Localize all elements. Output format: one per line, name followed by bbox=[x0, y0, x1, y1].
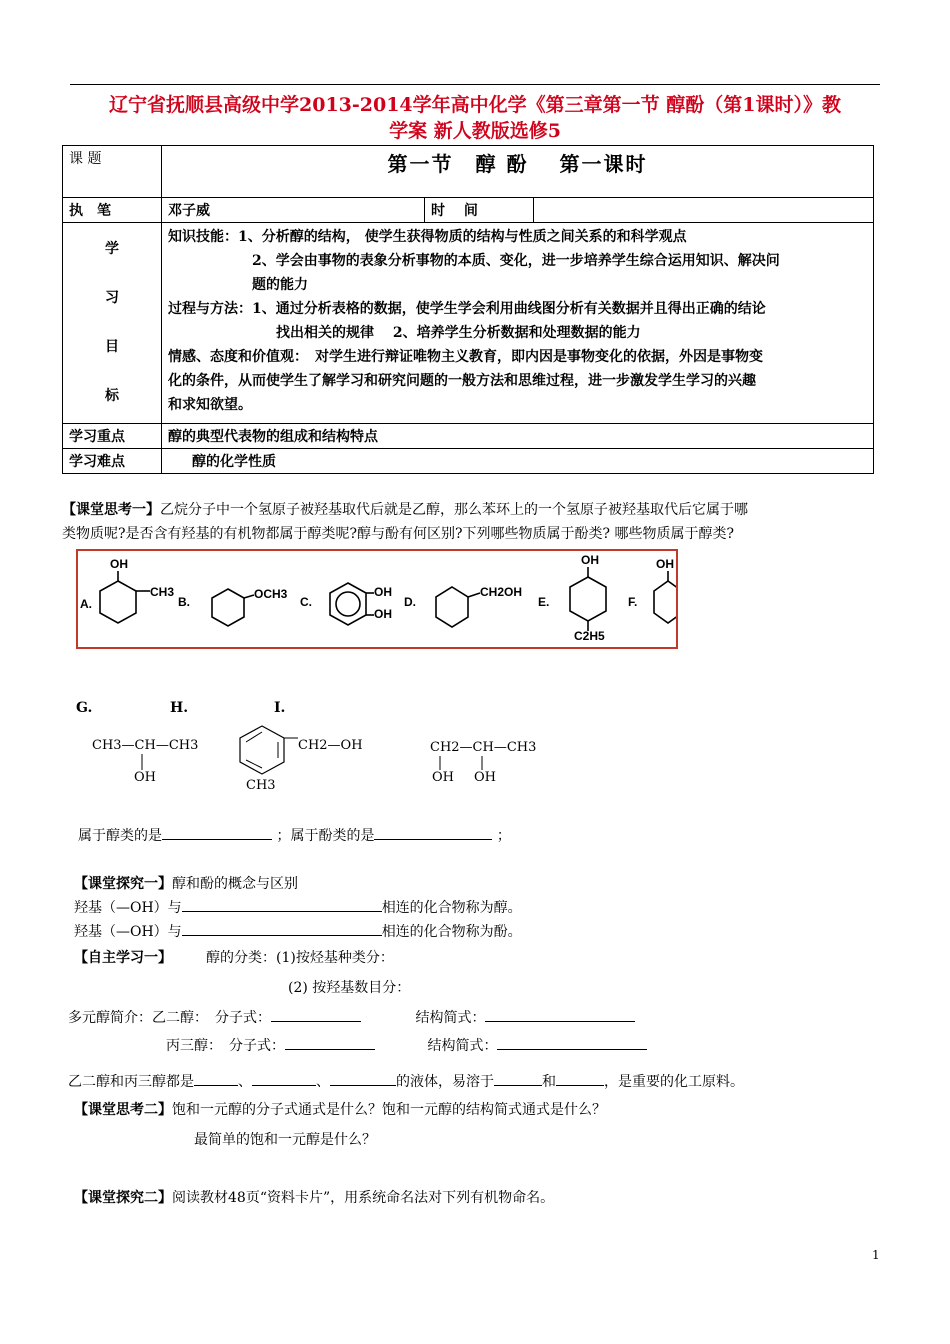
think-two: 【课堂思考二】饱和一元醇的分子式通式是什么？饱和一元醇的结构简式通式是什么？ 最简单的饱和一元醇是什么？ bbox=[74, 1102, 606, 1148]
molecule-h-sub2: CH3 bbox=[246, 778, 276, 793]
label-e: E. bbox=[538, 595, 550, 609]
label-h: H. bbox=[170, 700, 189, 716]
title-line-1: 辽宁省抚顺县高级中学2013-2014学年高中化学《第三章第一节 醇酚（第1课时）》教 bbox=[109, 94, 841, 116]
alcohol-answer-blank[interactable] bbox=[162, 825, 272, 840]
sub-a1: OH bbox=[110, 557, 128, 571]
label-a: A. bbox=[80, 597, 92, 611]
think-one: 【课堂思考一】乙烷分子中一个氢原子被羟基取代后就是乙醇，那么苯环上的一个氢原子被羟基取代后它属于哪 类物质呢?是否含有羟基的有机物都属于醇类呢?醇与酚有何区别?下列哪些物质属于酚类? 哪些物质属于醇类? bbox=[62, 502, 748, 542]
answer-line: 属于醇类的是 ；属于酚类的是 ； bbox=[78, 824, 890, 848]
label-g: G. bbox=[76, 700, 93, 716]
key-point-label: 学习重点 bbox=[63, 424, 162, 449]
glycerol-formula-blank[interactable] bbox=[285, 1035, 375, 1050]
time-label: 时 间 bbox=[425, 198, 534, 223]
prop-blank-2[interactable] bbox=[252, 1071, 316, 1086]
difficulty-label: 学习难点 bbox=[63, 449, 162, 474]
solvent-blank-2[interactable] bbox=[556, 1071, 604, 1086]
think-one-label: 【课堂思考一】 bbox=[62, 502, 160, 518]
solvent-blank-1[interactable] bbox=[494, 1071, 542, 1086]
goal-line: 过程与方法：1、通过分析表格的数据，使学生学会利用曲线图分析有关数据并且得出正确的结论 bbox=[168, 301, 766, 317]
topic-value: 第一节 醇 酚 第一课时 bbox=[162, 146, 874, 198]
label-f: F. bbox=[628, 595, 638, 609]
sub-a2: CH3 bbox=[150, 585, 175, 599]
molecule-i-formula: CH2—CH—CH3 bbox=[430, 740, 537, 755]
ring-d bbox=[436, 587, 468, 627]
sub-e2: C2H5 bbox=[574, 629, 605, 643]
glycerol-struct-blank[interactable] bbox=[497, 1035, 647, 1050]
key-point-value: 醇的典型代表物的组成和结构特点 bbox=[162, 424, 874, 449]
goal-line: 情感、态度和价值观： 对学生进行辩证唯物主义教育，即内因是事物变化的依据，外因是事物变 bbox=[168, 349, 763, 365]
sub-c1: OH bbox=[374, 585, 392, 599]
molecule-i-oh1: OH bbox=[432, 770, 454, 785]
sub-e1: OH bbox=[581, 553, 599, 567]
sub-f: OH bbox=[656, 557, 674, 571]
structures-figure bbox=[76, 549, 678, 649]
molecule-g-formula: CH3—CH—CH3 bbox=[92, 738, 199, 753]
title-line-2: 学案 新人教版选修5 bbox=[389, 120, 561, 142]
molecule-g-oh: OH bbox=[134, 770, 156, 785]
label-i: I. bbox=[274, 700, 286, 716]
glycol-formula-blank[interactable] bbox=[271, 1007, 361, 1022]
goal-line: 题的能力 bbox=[252, 277, 308, 293]
author-label: 执 笔 bbox=[63, 198, 162, 223]
prop-blank-3[interactable] bbox=[330, 1071, 396, 1086]
goals-content bbox=[162, 223, 874, 424]
goal-line: 知识技能：1、分析醇的结构， 使学生获得物质的结构与性质之间关系的和科学观点 bbox=[168, 229, 687, 245]
glycerol-line: 丙三醇： 分子式： 结构简式： bbox=[166, 1034, 950, 1058]
alcohol-def-blank[interactable] bbox=[182, 897, 382, 912]
time-value bbox=[534, 198, 874, 223]
goal-line: 2、学会由事物的表象分析事物的本质、变化，进一步培养学生综合运用知识、解决问 bbox=[252, 253, 780, 269]
ring-a bbox=[100, 581, 136, 623]
glycol-line: 多元醇简介：乙二醇： 分子式： 结构简式： bbox=[68, 1006, 880, 1030]
phenol-answer-blank[interactable] bbox=[374, 825, 492, 840]
sub-d: CH2OH bbox=[480, 585, 523, 599]
self-study-one: 【自主学习一】 醇的分类：(1)按烃基种类分： bbox=[74, 950, 394, 966]
sub-b: OCH3 bbox=[254, 587, 288, 601]
explore-one: 【课堂探究一】醇和酚的概念与区别 羟基（—OH）与 相连的化合物称为醇。 羟基（—OH）与 相连的化合物称为酚。 bbox=[74, 876, 522, 940]
phenol-def-blank[interactable] bbox=[182, 921, 382, 936]
document-title bbox=[60, 92, 890, 144]
goal-line: 和求知欲望。 bbox=[168, 397, 252, 413]
explore-two: 【课堂探究二】阅读教材48页“资料卡片”，用系统命名法对下列有机物命名。 bbox=[74, 1190, 555, 1206]
glycol-struct-blank[interactable] bbox=[485, 1007, 635, 1022]
topic-label: 课 题 bbox=[63, 146, 162, 198]
author-value: 邓子威 bbox=[162, 198, 425, 223]
goal-line: 化的条件，从而使学生了解学习和研究问题的一般方法和思维过程，进一步激发学生学习的兴趣 bbox=[168, 373, 756, 389]
molecule-i-oh2: OH bbox=[474, 770, 496, 785]
label-d: D. bbox=[404, 595, 416, 609]
classify-by-count: (2) 按羟基数目分： bbox=[288, 980, 411, 996]
ring-b bbox=[212, 589, 244, 626]
lesson-info-table bbox=[62, 145, 874, 474]
properties-line: 乙二醇和丙三醇都是 、 、 的液体，易溶于 和 ，是重要的化工原料。 bbox=[68, 1070, 898, 1094]
label-b: B. bbox=[178, 595, 190, 609]
difficulty-value: 醇的化学性质 bbox=[162, 449, 874, 474]
header-rule bbox=[70, 84, 880, 85]
goal-line: 找出相关的规律 2、培养学生分析数据和处理数据的能力 bbox=[276, 325, 641, 341]
sub-c2: OH bbox=[374, 607, 392, 621]
molecule-h-sub1: CH2—OH bbox=[298, 738, 363, 753]
goals-label: 学 习 目 标 bbox=[63, 223, 162, 424]
page-number: 1 bbox=[872, 1248, 880, 1262]
ring-c-inner bbox=[336, 592, 360, 616]
ring-f bbox=[654, 581, 676, 623]
prop-blank-1[interactable] bbox=[194, 1071, 238, 1086]
ring-e bbox=[570, 577, 606, 621]
label-c: C. bbox=[300, 595, 312, 609]
